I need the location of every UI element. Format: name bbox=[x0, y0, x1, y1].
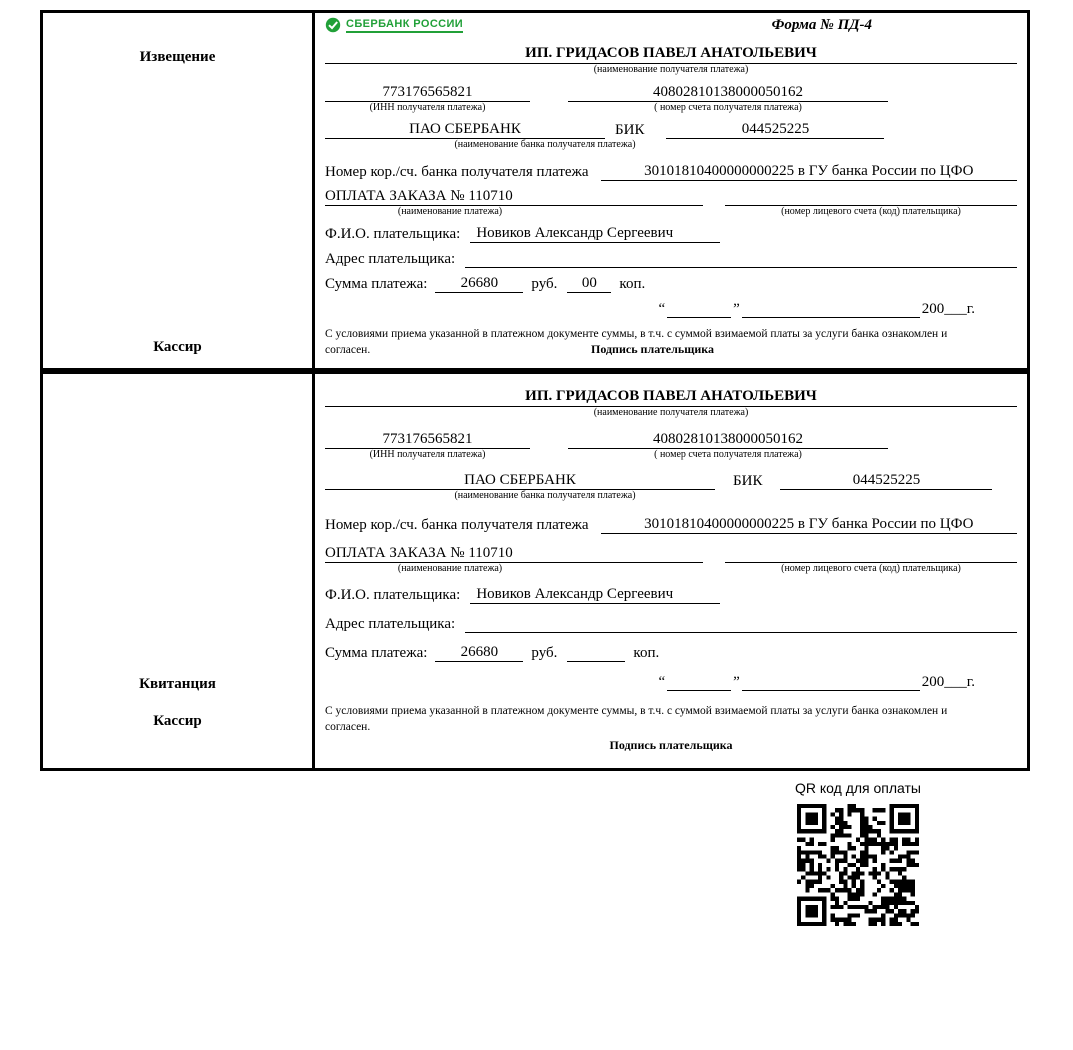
payer-fio-value: Новиков Александр Сергеевич bbox=[470, 225, 720, 243]
sum-value: 26680 bbox=[435, 644, 523, 662]
purpose-caption: (наименование платежа) bbox=[397, 562, 503, 574]
payer-signature-label: Подпись плательщика bbox=[591, 342, 714, 357]
agreement-block bbox=[325, 326, 1017, 358]
receipt-section-label: Квитанция bbox=[139, 676, 216, 692]
bik-label: БИК bbox=[615, 122, 645, 138]
bank-caption: (наименование банка получателя платежа) bbox=[454, 490, 636, 501]
inn-value: 773176565821 bbox=[325, 84, 530, 102]
payer-address-row bbox=[325, 615, 1017, 633]
pd4-form bbox=[40, 10, 1030, 771]
receipt-pane bbox=[315, 374, 1027, 768]
payer-code-caption: (номер лицевого счета (код) плательщика) bbox=[781, 205, 961, 217]
recipient-name: ИП. ГРИДАСОВ ПАВЕЛ АНАТОЛЬЕВИЧ bbox=[325, 45, 1017, 64]
bik-label: БИК bbox=[733, 473, 763, 489]
bank-name-value: ПАО СБЕРБАНК bbox=[325, 472, 715, 490]
corr-account-row bbox=[325, 516, 1017, 534]
agreement-text: С условиями приема указанной в платежном документе суммы, в т.ч. с суммой взимаемой платы за услуги банка ознакомлен и согласен. bbox=[325, 705, 948, 734]
inn-caption: (ИНН получателя платежа) bbox=[369, 448, 486, 460]
payer-address-label: Адрес плательщика: bbox=[325, 616, 456, 632]
date-quote-close: ” bbox=[733, 674, 740, 690]
payer-fio-label: Ф.И.О. плательщика: bbox=[325, 587, 461, 603]
payment-purpose-value: ОПЛАТА ЗАКАЗА № 110710 bbox=[325, 188, 703, 206]
payer-code-blank-line bbox=[725, 545, 1017, 563]
payer-address-value bbox=[465, 615, 1017, 633]
receipt-slip bbox=[40, 371, 1030, 771]
purpose-row bbox=[325, 545, 1017, 563]
corr-account-value: 30101810400000000225 в ГУ банка России по ЦФО bbox=[601, 516, 1017, 534]
payment-purpose-value: ОПЛАТА ЗАКАЗА № 110710 bbox=[325, 545, 703, 563]
sum-row bbox=[325, 644, 1017, 662]
bik-value: 044525225 bbox=[666, 121, 884, 139]
payer-address-label: Адрес плательщика: bbox=[325, 251, 456, 267]
date-quote-open: “ bbox=[658, 301, 666, 317]
bank-caption-row bbox=[325, 490, 1017, 503]
date-month-blank bbox=[742, 300, 920, 318]
bank-bik-row bbox=[325, 472, 1017, 490]
purpose-captions bbox=[325, 563, 1017, 576]
sberbank-logo-text: СБЕРБАНК РОССИИ bbox=[346, 17, 464, 30]
account-caption: ( номер счета получателя платежа) bbox=[654, 448, 802, 460]
payer-address-value bbox=[465, 250, 1017, 268]
inn-account-captions bbox=[325, 102, 1017, 115]
payer-address-row bbox=[325, 250, 1017, 268]
payer-fio-row bbox=[325, 225, 1017, 243]
payer-code-caption: (номер лицевого счета (код) плательщика) bbox=[781, 562, 961, 574]
date-month-blank bbox=[742, 673, 920, 691]
date-year-suffix: 200___г. bbox=[921, 674, 975, 690]
recipient-name-caption: (наименование получателя платежа) bbox=[593, 64, 749, 75]
bik-value: 044525225 bbox=[780, 472, 992, 490]
rub-label: руб. bbox=[531, 276, 558, 292]
payer-fio-row bbox=[325, 586, 1017, 604]
agreement-block bbox=[325, 703, 1017, 753]
account-caption: ( номер счета получателя платежа) bbox=[654, 101, 802, 113]
account-value: 40802810138000050162 bbox=[568, 431, 888, 449]
sberbank-logo-textblock bbox=[346, 18, 463, 33]
sum-label: Сумма платежа: bbox=[325, 645, 428, 661]
qr-code bbox=[797, 804, 919, 926]
sum-row bbox=[325, 275, 1017, 293]
sum-value: 26680 bbox=[435, 275, 523, 293]
inn-account-captions bbox=[325, 449, 1017, 462]
rub-label: руб. bbox=[531, 645, 558, 661]
date-day-blank bbox=[667, 673, 731, 691]
corr-account-label: Номер кор./сч. банка получателя платежа bbox=[325, 163, 589, 180]
bank-caption-row bbox=[325, 139, 1017, 152]
kopeck-label: коп. bbox=[619, 276, 646, 292]
date-year-suffix: 200___г. bbox=[921, 301, 975, 317]
recipient-name: ИП. ГРИДАСОВ ПАВЕЛ АНАТОЛЬЕВИЧ bbox=[325, 388, 1017, 407]
corr-account-row bbox=[325, 163, 1017, 181]
kopeck-value bbox=[567, 644, 625, 662]
account-value: 40802810138000050162 bbox=[568, 84, 888, 102]
inn-value: 773176565821 bbox=[325, 431, 530, 449]
sberbank-logo bbox=[325, 17, 463, 33]
payer-fio-value: Новиков Александр Сергеевич bbox=[470, 586, 720, 604]
corr-account-value: 30101810400000000225 в ГУ банка России по ЦФО bbox=[601, 163, 1017, 181]
date-row bbox=[325, 300, 1017, 318]
payer-code-blank-line bbox=[725, 188, 1017, 206]
notice-pane bbox=[315, 13, 1027, 368]
inn-caption: (ИНН получателя платежа) bbox=[369, 101, 486, 113]
bank-caption: (наименование банка получателя платежа) bbox=[454, 139, 636, 150]
purpose-caption: (наименование платежа) bbox=[397, 205, 503, 217]
notice-cashier-label: Кассир bbox=[153, 339, 202, 355]
receipt-stub bbox=[43, 374, 315, 768]
receipt-cashier-label: Кассир bbox=[153, 713, 202, 729]
agreement-text: С условиями приема указанной в платежном документе суммы, в т.ч. с суммой взимаемой платы за услуги банка ознакомлен и согласен. bbox=[325, 328, 948, 357]
notice-section-label: Извещение bbox=[139, 49, 216, 65]
purpose-row bbox=[325, 188, 1017, 206]
notice-header-row bbox=[325, 17, 1017, 45]
inn-account-row bbox=[325, 431, 1017, 449]
qr-section bbox=[788, 780, 928, 926]
kopeck-value: 00 bbox=[567, 275, 611, 293]
bank-bik-row bbox=[325, 121, 1017, 139]
notice-stub bbox=[43, 13, 315, 368]
payer-fio-label: Ф.И.О. плательщика: bbox=[325, 226, 461, 242]
qr-title: QR код для оплаты bbox=[794, 780, 921, 796]
inn-account-row bbox=[325, 84, 1017, 102]
notice-slip bbox=[40, 10, 1030, 371]
sberbank-logo-icon bbox=[325, 17, 341, 33]
bank-name-value: ПАО СБЕРБАНК bbox=[325, 121, 605, 139]
payer-signature-label: Подпись плательщика bbox=[609, 738, 733, 753]
kopeck-label: коп. bbox=[633, 645, 660, 661]
date-quote-close: ” bbox=[733, 301, 740, 317]
sberbank-logo-rule bbox=[346, 31, 463, 33]
recipient-name-caption: (наименование получателя платежа) bbox=[593, 407, 749, 418]
corr-account-label: Номер кор./сч. банка получателя платежа bbox=[325, 516, 589, 533]
date-quote-open: “ bbox=[658, 674, 666, 690]
date-day-blank bbox=[667, 300, 731, 318]
form-number-label: Форма № ПД-4 bbox=[771, 17, 872, 33]
date-row bbox=[325, 673, 1017, 691]
purpose-captions bbox=[325, 206, 1017, 219]
sum-label: Сумма платежа: bbox=[325, 276, 428, 292]
